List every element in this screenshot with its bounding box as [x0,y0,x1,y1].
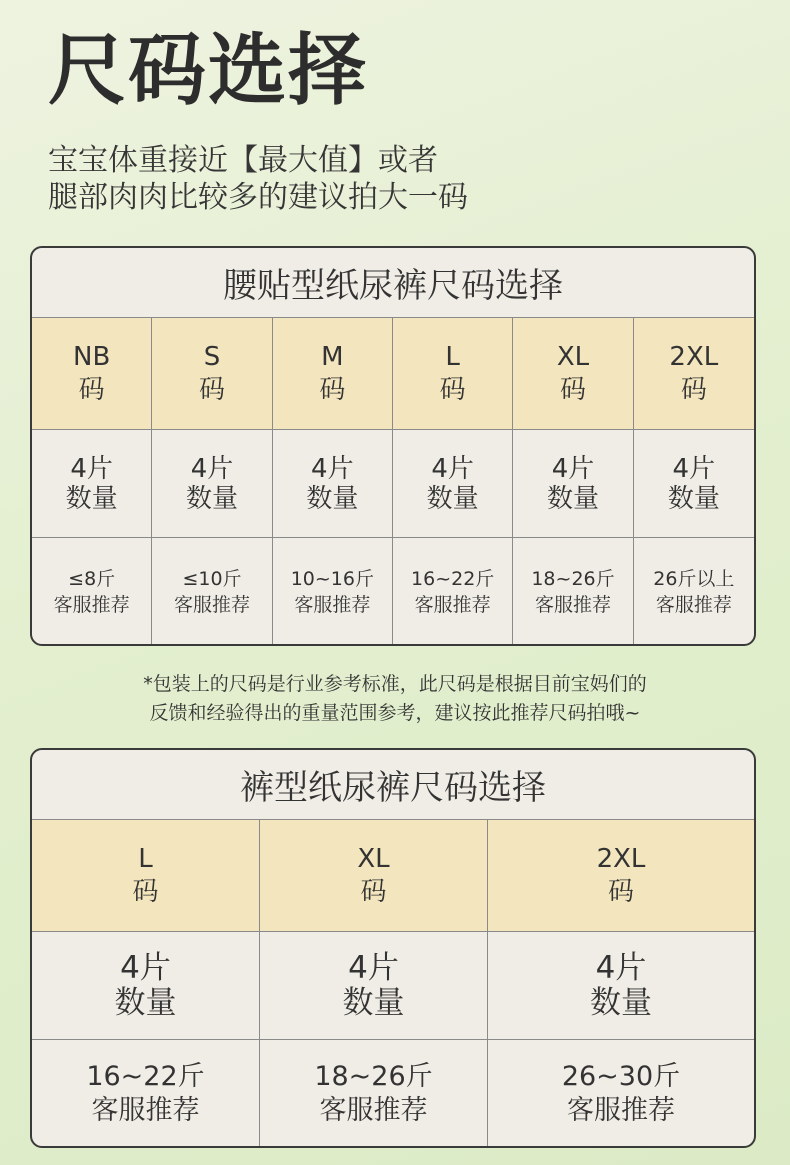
weight-cell [273,538,393,646]
size-cell-2xl [488,820,754,932]
subtitle [48,142,468,216]
qty-label: 数量 [114,984,177,1021]
size-label: L [138,843,153,874]
qty-label: 数量 [590,984,652,1021]
weight-range: 18~26斤 [314,1061,433,1092]
size-label: L [445,341,460,372]
qty-value: 4片 [70,453,113,484]
size-cell-m [273,318,393,430]
size-cell-xl [513,318,633,430]
note-line-1: *包装上的尺码是行业参考标准，此尺码是根据目前宝妈们的 [143,673,647,695]
recommend-label: 客服推荐 [414,594,491,616]
qty-cell [32,932,260,1040]
recommend-label: 客服推荐 [91,1095,200,1126]
weight-cell [488,1040,754,1148]
size-unit: 码 [319,374,346,405]
weight-range: 10~16斤 [290,568,374,590]
size-label: XL [556,341,590,372]
qty-label: 数量 [185,483,238,514]
size-unit: 码 [198,374,225,405]
qty-value: 4片 [348,949,399,986]
recommend-label: 客服推荐 [319,1095,428,1126]
recommend-label: 客服推荐 [53,594,130,616]
qty-cell [273,430,393,538]
size-unit: 码 [439,374,466,405]
qty-cell [513,430,633,538]
qty-label: 数量 [65,483,118,514]
qty-cell [152,430,272,538]
weight-cell [393,538,513,646]
recommend-label: 客服推荐 [173,594,250,616]
weight-range: ≤8斤 [68,568,116,590]
size-unit: 码 [132,876,159,907]
tape-diaper-size-table [30,246,756,646]
size-note [0,670,790,728]
qty-value: 4片 [431,453,474,484]
subtitle-line-1: 宝宝体重接近【最大值】或者 [48,143,438,178]
size-cell-nb [32,318,152,430]
qty-value: 4片 [311,453,354,484]
qty-cell [488,932,754,1040]
size-cell-2xl [634,318,754,430]
qty-label: 数量 [306,483,359,514]
qty-cell [260,932,488,1040]
qty-label: 数量 [546,483,599,514]
weight-cell [32,1040,260,1148]
weight-range: 26~30斤 [561,1061,681,1092]
weight-range: 16~22斤 [411,568,495,590]
weight-range: 26斤以上 [653,568,735,590]
qty-label: 数量 [426,483,479,514]
weight-cell [152,538,272,646]
size-label: NB [73,341,111,372]
qty-cell [634,430,754,538]
recommend-label: 客服推荐 [534,594,611,616]
qty-value: 4片 [120,949,171,986]
qty-value: 4片 [190,453,234,484]
weight-cell [513,538,633,646]
qty-value: 4片 [595,949,647,986]
qty-cell [32,430,152,538]
qty-label: 数量 [342,984,405,1021]
table-title: 裤型纸尿裤尺码选择 [32,750,754,820]
size-cell-xl [260,820,488,932]
size-unit: 码 [559,374,586,405]
weight-cell [260,1040,488,1148]
size-unit: 码 [360,876,387,907]
table-title: 腰贴型纸尿裤尺码选择 [32,248,754,318]
recommend-label: 客服推荐 [294,594,371,616]
qty-label: 数量 [667,483,720,514]
size-label: S [203,341,221,372]
qty-value: 4片 [551,453,595,484]
weight-range: 16~22斤 [86,1061,205,1092]
qty-value: 4片 [672,453,716,484]
size-cell-l [32,820,260,932]
recommend-label: 客服推荐 [567,1095,675,1126]
size-label: M [321,341,344,372]
size-grid [32,318,754,646]
weight-cell [32,538,152,646]
note-line-2: 反馈和经验得出的重量范围参考，建议按此推荐尺码拍哦~ [149,702,641,724]
page-title: 尺码选择 [48,26,369,116]
size-unit: 码 [680,374,707,405]
size-label: 2XL [669,341,719,372]
size-cell-s [152,318,272,430]
size-unit: 码 [78,374,105,405]
weight-range: ≤10斤 [182,568,242,590]
recommend-label: 客服推荐 [655,594,732,616]
size-label: 2XL [596,843,646,874]
size-label: XL [357,843,390,874]
qty-cell [393,430,513,538]
size-grid [32,820,754,1148]
size-cell-l [393,318,513,430]
subtitle-line-2: 腿部肉肉比较多的建议拍大一码 [48,180,468,215]
size-unit: 码 [607,876,634,907]
weight-cell [634,538,754,646]
pants-diaper-size-table [30,748,756,1148]
weight-range: 18~26斤 [531,568,615,590]
